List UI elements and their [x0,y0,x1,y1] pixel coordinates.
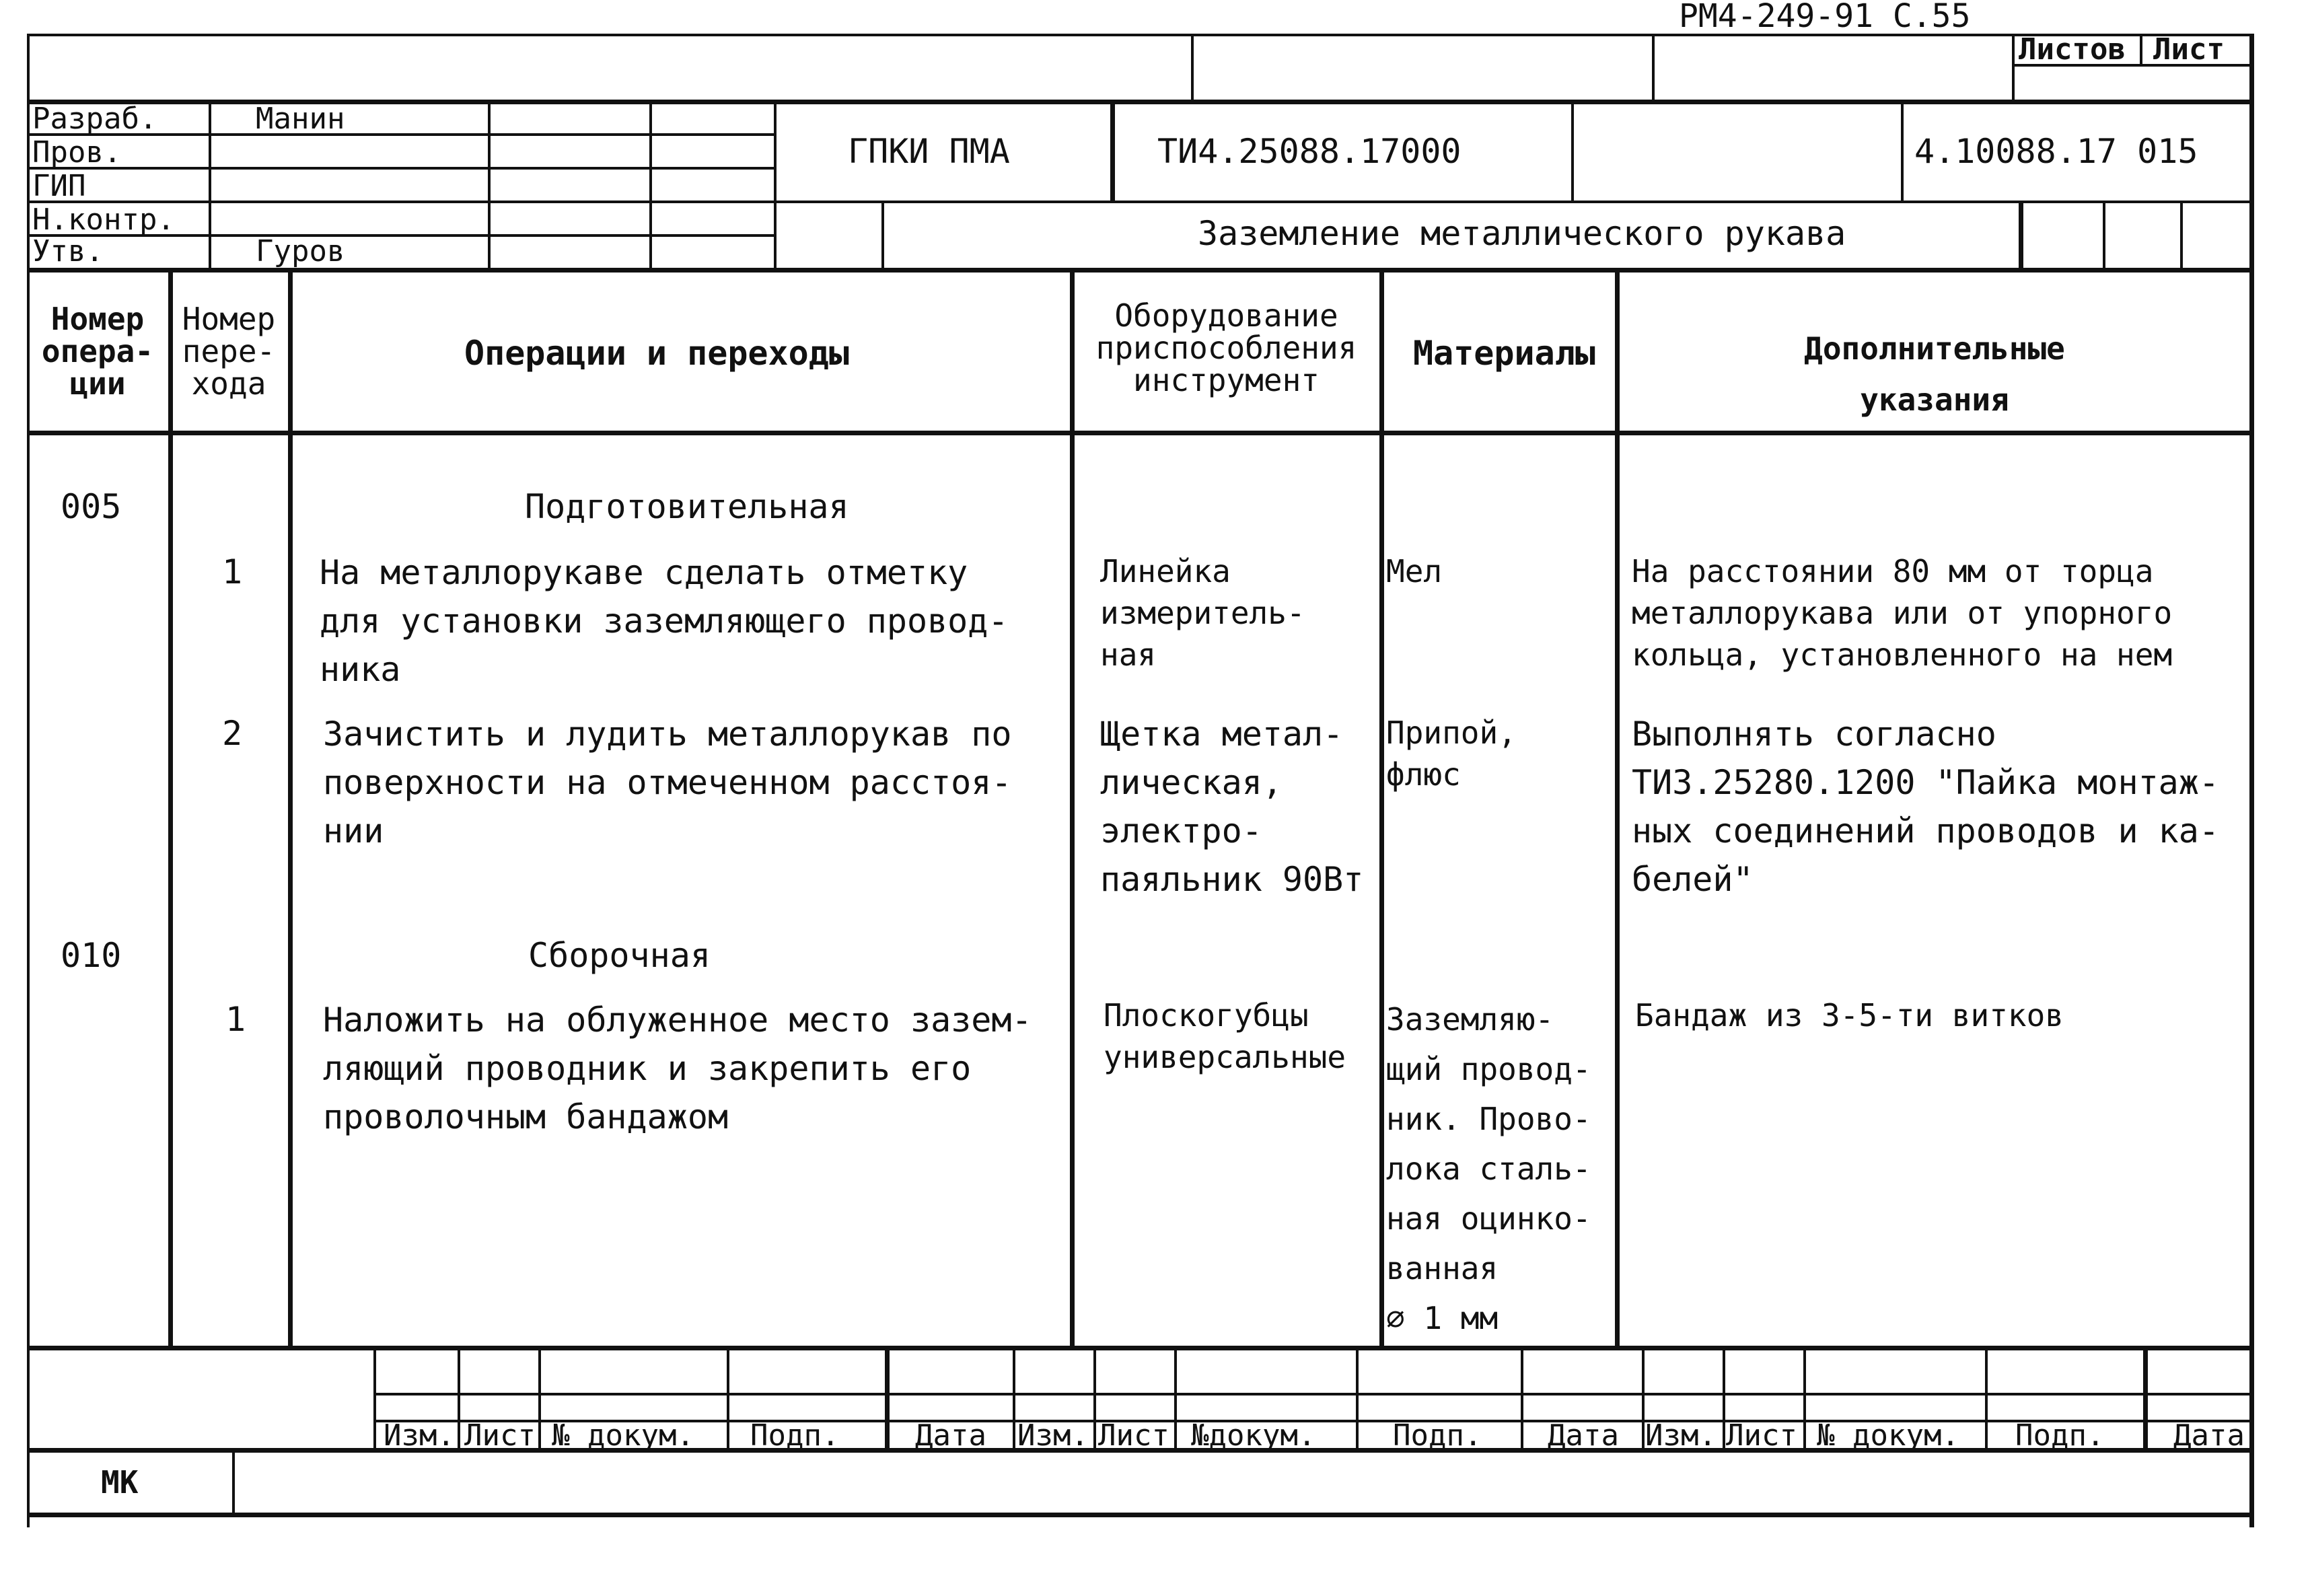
footer-divider [1174,1346,1177,1448]
footer-label-sheet: Лист [464,1418,536,1453]
header-operations: Операции и переходы [464,334,849,373]
title-block-line [1110,100,1115,201]
footer-label-change: Изм. [384,1418,455,1453]
footer-label-sheet: Лист [1726,1418,1797,1453]
role-chief-engineer: ГИП [32,169,86,203]
step-number: 2 [222,714,243,753]
title-block-line [2103,201,2105,268]
footer-label-change: Изм. [1017,1418,1089,1453]
title-block-line [881,201,884,268]
footer-divider [1723,1346,1725,1448]
frame-line [1652,34,1655,101]
footer-divider [1521,1346,1523,1448]
footer-divider [1356,1346,1359,1448]
footer-label-signature: Подп. [2015,1418,2105,1453]
role-developer: Разраб. [32,102,157,136]
title-block-line [2180,201,2183,268]
footer-label-change: Изм. [1645,1418,1717,1453]
step-equipment: Плоскогубцы универсальные [1104,997,1346,1075]
footer-line [373,1346,376,1448]
frame-line [1191,34,1194,101]
footer-border [27,1513,2254,1517]
operation-number-010: 010 [61,936,122,975]
footer-label-doc-number: №докум. [1191,1418,1316,1453]
footer-label-date: Дата [1548,1418,1619,1453]
header-operation-number: Номер опера- ции [41,301,154,402]
column-divider [1379,268,1384,1348]
footer-divider [1093,1346,1096,1448]
footer-divider [1803,1346,1806,1448]
frame-line [27,34,2254,36]
step-equipment: Щетка метал- лическая, электро- паяльник 90Вт [1100,715,1364,899]
title-block-line [209,100,211,268]
footer-label-date: Дата [2173,1418,2245,1453]
title-block-line [488,100,491,268]
header-materials: Материалы [1413,334,1595,373]
footer-divider [727,1346,729,1448]
footer-divider [1642,1346,1645,1448]
title-block-line [1571,100,1574,201]
step-text: Наложить на облуженное место зазем- ляющий проводник и закрепить его проволочным бандажом [323,1001,1032,1136]
frame-line [2012,34,2015,101]
title-block-line [1901,100,1904,201]
step-material: Припой, флюс [1386,715,1517,793]
role-checker: Пров. [32,135,122,170]
title-block-line [2019,201,2023,268]
footer-label-doc-number: № докум. [1817,1418,1959,1453]
step-text: Зачистить и лудить металлорукав по поверхности на отмеченном расстоя- нии [323,715,1012,850]
footer-divider [538,1346,541,1448]
footer-divider [1985,1346,1988,1448]
sheets-label: Листов [2019,32,2126,67]
column-divider [288,268,293,1348]
developer-name: Манин [256,102,345,136]
step-text: На металлорукаве сделать отметку для установки заземляющего провод- ника [320,553,1009,689]
operation-name-preparatory: Подготовительная [525,487,849,526]
operation-number-005: 005 [61,487,122,526]
title-block-border [27,100,2254,104]
sheet-label: Лист [2153,32,2225,67]
header-equipment: Оборудование приспособления инструмент [1095,297,1357,398]
frame-line [27,34,30,1527]
step-number: 1 [222,552,243,591]
step-note: На расстоянии 80 мм от торца металлорукава или от упорного кольца, установленного на нем [1632,553,2173,673]
role-norm-control: Н.контр. [32,203,175,237]
footer-divider [885,1346,890,1448]
step-note: Бандаж из 3-5-ти витков [1635,997,2064,1033]
header-notes: Дополнительные указания [1804,330,2065,418]
footer-divider [1013,1346,1015,1448]
frame-line [2140,34,2142,64]
column-divider [1070,268,1075,1348]
organization: ГПКИ ПМА [848,132,1010,171]
footer-label-date: Дата [915,1418,986,1453]
step-note: Выполнять согласно ТИ3.25280.1200 "Пайка монтаж- ных соединений проводов и ка- белей" [1632,715,2219,899]
approver-name: Гуров [256,234,345,268]
title-block-line [774,100,777,268]
header-step-number: Номер пере- хода [182,301,276,402]
footer-border [27,1346,2254,1350]
footer-line [232,1448,235,1513]
footer-line [373,1393,2249,1395]
operation-name-assembly: Сборочная [528,936,711,975]
step-material: Мел [1386,553,1443,589]
step-number: 1 [225,1000,246,1039]
footer-label-signature: Подп. [1393,1418,1482,1453]
form-code: МК [101,1464,139,1500]
footer-label-doc-number: № докум. [552,1418,694,1453]
step-material: Заземляю- щий провод- ник. Прово- лока сталь- ная оцинко- ванная ⌀ 1 мм [1386,1001,1591,1336]
document-title: Заземление металлического рукава [1198,214,1846,253]
top-document-code: РМ4-249-91 С.55 [1679,0,1971,35]
step-equipment: Линейка измеритель- ная [1100,553,1305,673]
footer-divider [2143,1346,2148,1448]
footer-divider [458,1346,460,1448]
title-block-line [649,100,652,268]
role-approver: Утв. [32,234,104,268]
title-block-line [27,201,2254,203]
frame-line [2249,34,2254,1527]
title-block-border [27,268,2254,273]
column-divider [1615,268,1620,1348]
footer-label-sheet: Лист [1098,1418,1169,1453]
column-divider [168,268,173,1348]
document-code: 4.10088.17 015 [1914,132,2198,171]
footer-label-signature: Подп. [750,1418,840,1453]
document-number: ТИ4.25088.17000 [1157,132,1461,171]
header-border [27,431,2254,435]
title-block-line [27,167,774,170]
